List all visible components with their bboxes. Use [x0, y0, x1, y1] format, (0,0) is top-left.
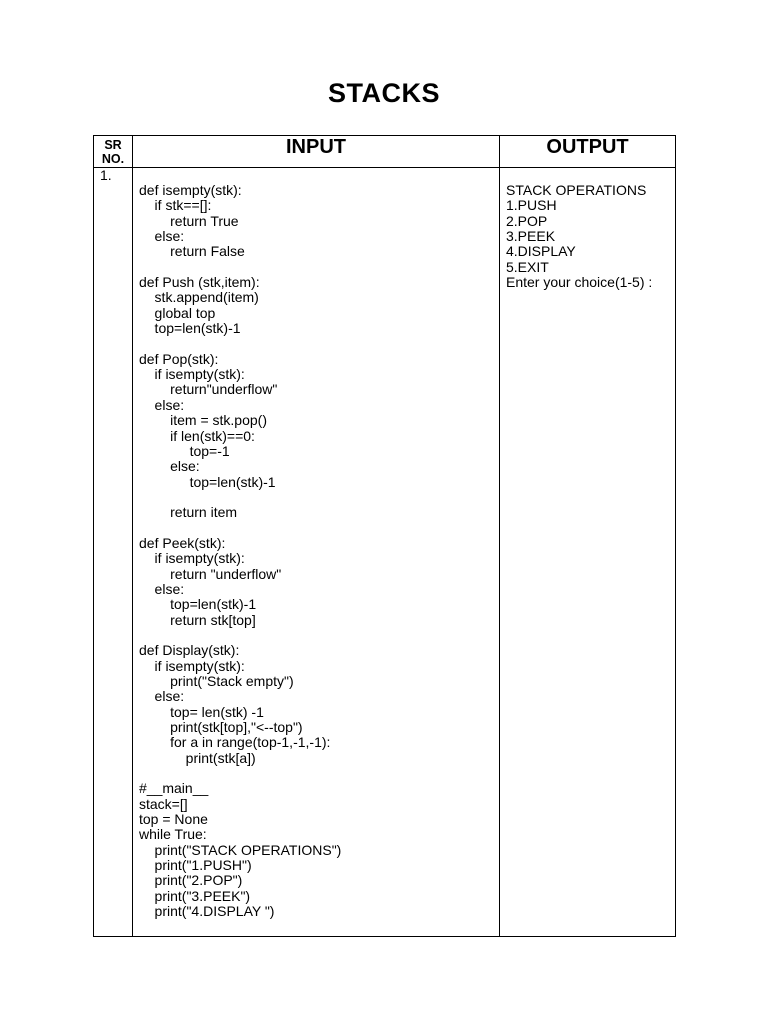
- output-line: 5.EXIT: [506, 258, 549, 275]
- code-line: print("STACK OPERATIONS"): [139, 841, 342, 858]
- code-line: [139, 336, 499, 351]
- code-line: top=-1: [139, 442, 230, 459]
- code-line: [139, 628, 499, 643]
- input-code-cell: [133, 168, 500, 937]
- code-line: print("1.PUSH"): [139, 857, 252, 874]
- code-line: return"underflow": [139, 381, 278, 398]
- page-title: STACKS: [327, 78, 440, 108]
- code-line: top= len(stk) -1: [139, 703, 264, 720]
- code-line: else:: [139, 228, 185, 245]
- code-line: [139, 521, 499, 536]
- code-line: return True: [139, 212, 239, 229]
- code-line: def Push (stk,item):: [139, 274, 260, 291]
- code-line: else:: [139, 580, 185, 597]
- output-line: 1.PUSH: [506, 197, 557, 214]
- output-cell: [500, 168, 676, 937]
- program-table: [93, 135, 676, 937]
- code-line: def Pop(stk):: [139, 350, 219, 367]
- code-line: #__main__: [139, 780, 209, 797]
- code-line: if len(stk)==0:: [139, 427, 255, 444]
- code-line: [139, 766, 499, 781]
- code-line: global top: [139, 304, 216, 321]
- output-line: 4.DISPLAY: [506, 243, 576, 260]
- sr-no-header: [94, 136, 133, 168]
- code-line: [139, 490, 499, 505]
- code-line: print("3.PEEK"): [139, 887, 251, 904]
- code-line: stk.append(item): [139, 289, 259, 306]
- input-header: INPUT: [133, 136, 500, 168]
- code-line: return stk[top]: [139, 611, 256, 628]
- code-line: def Display(stk):: [139, 642, 240, 659]
- code-line: item = stk.pop(): [139, 412, 267, 429]
- output-line: 3.PEEK: [506, 228, 556, 245]
- code-line: top=len(stk)-1: [139, 320, 241, 337]
- code-line: if isempty(stk):: [139, 366, 245, 383]
- code-line: print(stk[a]): [139, 749, 256, 766]
- code-line: top=len(stk)-1: [139, 473, 276, 490]
- code-line: else:: [139, 396, 185, 413]
- table-row: [94, 168, 676, 937]
- output-line: 2.POP: [506, 212, 548, 229]
- output-line: Enter your choice(1-5) :: [506, 274, 653, 291]
- sr-header-line-1: SR: [104, 138, 122, 152]
- code-line: else:: [139, 688, 185, 705]
- code-line: [139, 260, 499, 275]
- code-line: return "underflow": [139, 565, 282, 582]
- code-line: stack=[]: [139, 795, 188, 812]
- sr-number-cell: 1.: [94, 168, 133, 937]
- sr-header-line-2: NO.: [101, 152, 125, 166]
- output-line: STACK OPERATIONS: [506, 182, 647, 198]
- code-line: top=len(stk)-1: [139, 596, 257, 613]
- code-line: top = None: [139, 811, 208, 828]
- code-line: print(stk[top],"<--top"): [139, 719, 303, 736]
- code-line: def Peek(stk):: [139, 534, 226, 551]
- code-line: while True:: [139, 826, 207, 843]
- code-line: else:: [139, 458, 200, 475]
- table-header-row: [94, 136, 676, 168]
- code-line: return False: [139, 243, 245, 260]
- code-line: if isempty(stk):: [139, 657, 245, 674]
- code-line: if stk==[]:: [139, 197, 212, 214]
- code-line: if isempty(stk):: [139, 550, 245, 567]
- code-line: print("2.POP"): [139, 872, 243, 889]
- code-line: return item: [139, 504, 238, 521]
- code-line: print("Stack empty"): [139, 673, 294, 689]
- output-block: [506, 183, 675, 290]
- input-code-block: [139, 183, 499, 920]
- code-line: def isempty(stk):: [139, 182, 242, 198]
- code-line: print("4.DISPLAY "): [139, 903, 275, 920]
- output-header: OUTPUT: [500, 136, 676, 168]
- code-line: for a in range(top-1,-1,-1):: [139, 734, 331, 751]
